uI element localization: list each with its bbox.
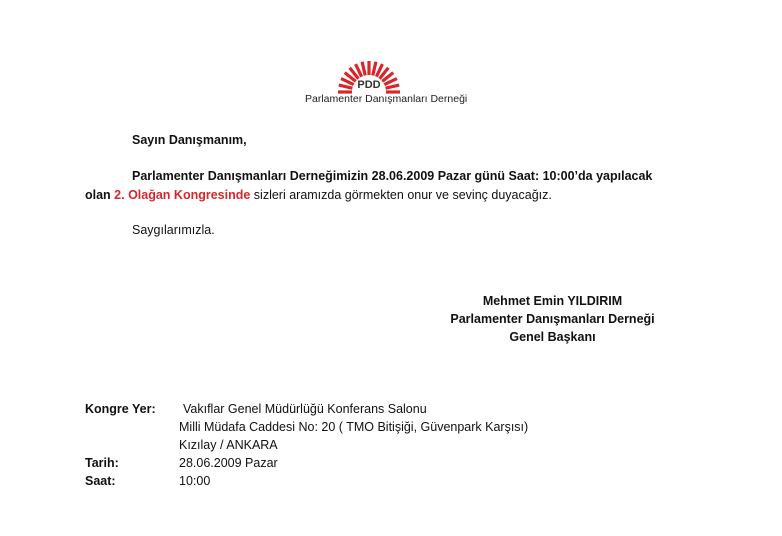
congress-highlight: 2. Olağan Kongresinde — [114, 188, 251, 202]
logo-organization-name: Parlamenter Danışmanları Derneği — [305, 93, 468, 105]
signature-role: Genel Başkanı — [509, 330, 596, 344]
place-line-1: Vakıflar Genel Müdürlüğü Konferans Salonu — [183, 402, 427, 416]
invitation-line-2 — [85, 188, 552, 202]
time-value: 10:00 — [179, 474, 211, 488]
closing: Saygılarımızla. — [132, 223, 215, 237]
invitation-line-2-start: olan — [85, 188, 115, 202]
time-label: Saat: — [85, 474, 116, 488]
place-label: Kongre Yer: — [85, 402, 156, 416]
date-label: Tarih: — [85, 456, 119, 470]
place-line-2: Milli Müdafa Caddesi No: 20 ( TMO Bitişiği, Güvenpark Karşısı) — [179, 420, 529, 434]
date-value: 28.06.2009 Pazar — [179, 456, 278, 470]
signature-organization: Parlamenter Danışmanları Derneği — [450, 312, 655, 326]
logo-abbreviation: PDD — [357, 79, 381, 91]
invitation-line-2-end: sizleri aramızda görmekten onur ve sevinç duyacağız. — [250, 188, 552, 202]
signature-name: Mehmet Emin YILDIRIM — [482, 294, 623, 308]
place-line-3: Kızılay / ANKARA — [179, 438, 278, 452]
pdd-logo — [305, 60, 475, 110]
salutation: Sayın Danışmanım, — [132, 133, 247, 147]
invitation-line-1: Parlamenter Danışmanları Derneğimizin 28.06.2009 Pazar günü Saat: 10:00’da yapılacak — [132, 169, 653, 183]
